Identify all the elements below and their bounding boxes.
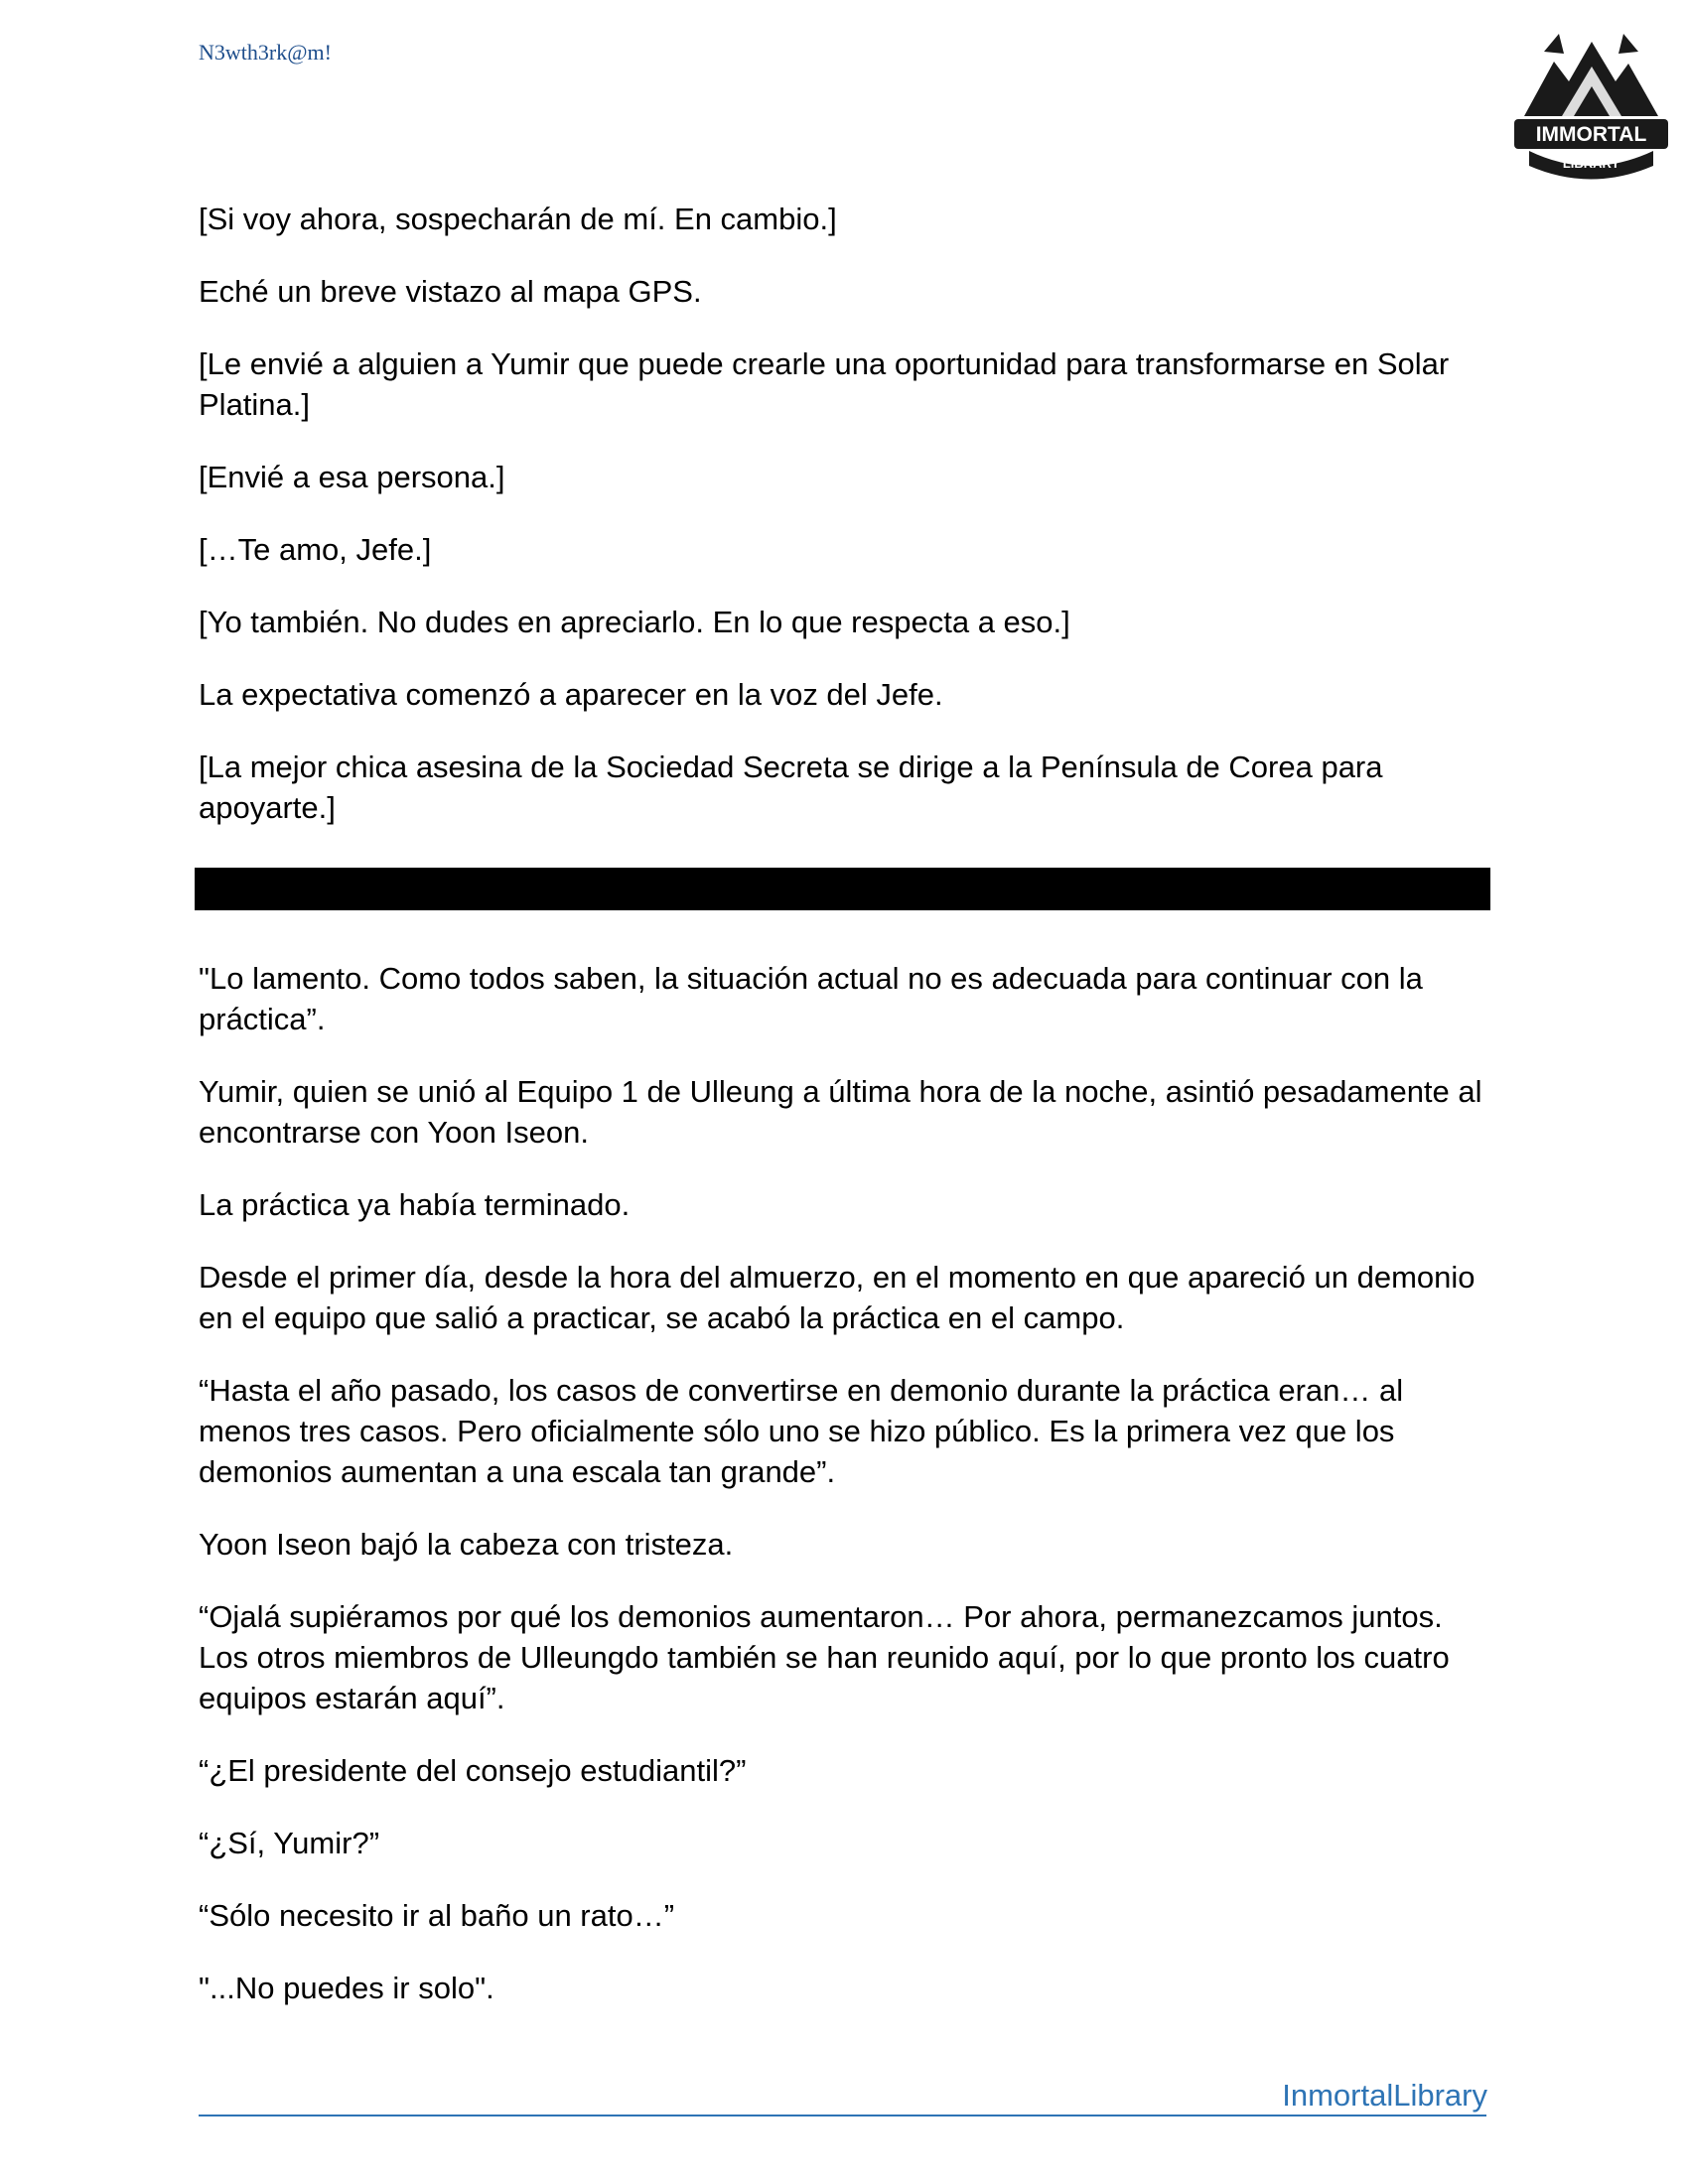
header-watermark: N3wth3rk@m! [199, 40, 332, 65]
paragraph: Yoon Iseon bajó la cabeza con tristeza. [199, 1527, 734, 1562]
paragraph: “Hasta el año pasado, los casos de convertirse en demonio durante la práctica eran… al menos tres casos. Pero oficialmente sólo uno se hizo público. Es la primera vez que los demonios aumentan a una escala tan grande”. [199, 1373, 1404, 1489]
scene-break-bar [195, 868, 1490, 910]
paragraph: “¿El presidente del consejo estudiantil?” [199, 1753, 747, 1788]
logo-text-line1: IMMORTAL [1535, 123, 1647, 146]
paragraph: “Ojalá supiéramos por qué los demonios aumentaron… Por ahora, permanezcamos juntos. Los otros miembros de Ulleungdo también se han reunido aquí, por lo que pronto los cuatro equipos estarán aquí”. [199, 1599, 1450, 1715]
paragraph: […Te amo, Jefe.] [199, 532, 432, 567]
immortal-library-logo [1504, 22, 1678, 196]
paragraph: [Si voy ahora, sospecharán de mí. En cambio.] [199, 202, 837, 236]
footer-link[interactable]: InmortalLibrary [1282, 2078, 1487, 2113]
paragraph: “Sólo necesito ir al baño un rato…” [199, 1898, 675, 1933]
footer-rule [199, 2115, 1486, 2116]
paragraph: La expectativa comenzó a aparecer en la voz del Jefe. [199, 677, 943, 712]
paragraph: Eché un breve vistazo al mapa GPS. [199, 274, 702, 309]
paragraph: “¿Sí, Yumir?” [199, 1826, 380, 1860]
paragraph: Desde el primer día, desde la hora del almuerzo, en el momento en que apareció un demonio en el equipo que salió a practicar, se acabó la práctica en el campo. [199, 1260, 1476, 1335]
paragraph: [Le envié a alguien a Yumir que puede crearle una oportunidad para transformarse en Solar Platina.] [199, 346, 1450, 422]
logo-text-line2: LIBRARY [1562, 156, 1620, 171]
paragraph: La práctica ya había terminado. [199, 1187, 631, 1222]
paragraph: Yumir, quien se unió al Equipo 1 de Ulleung a última hora de la noche, asintió pesadamente al encontrarse con Yoon Iseon. [199, 1074, 1482, 1150]
paragraph: [Envié a esa persona.] [199, 460, 505, 494]
paragraph: [Yo también. No dudes en apreciarlo. En lo que respecta a eso.] [199, 605, 1070, 639]
paragraph: "Lo lamento. Como todos saben, la situación actual no es adecuada para continuar con la práctica”. [199, 961, 1423, 1036]
paragraph: "...No puedes ir solo". [199, 1971, 494, 2005]
paragraph: [La mejor chica asesina de la Sociedad Secreta se dirige a la Península de Corea para apoyarte.] [199, 750, 1383, 825]
chapter-text [199, 199, 1489, 2040]
